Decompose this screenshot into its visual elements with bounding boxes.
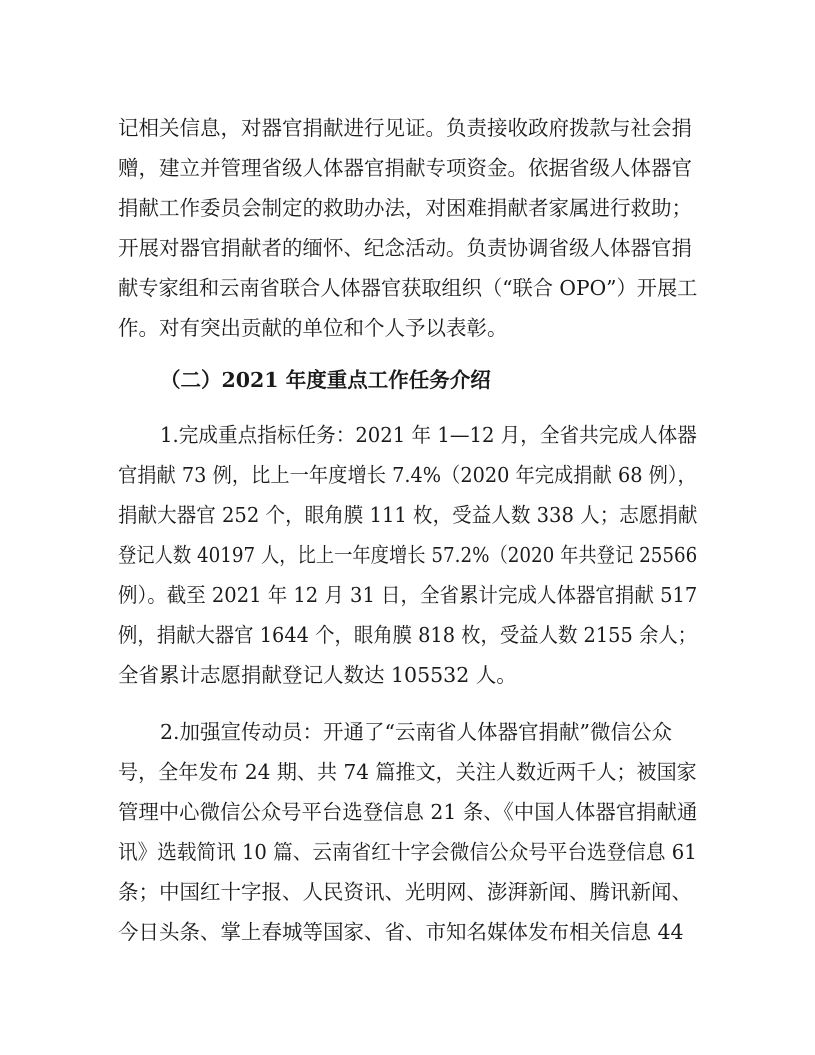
text-line: 全省累计志愿捐献登记人数达 105532 人。 <box>118 663 517 687</box>
text-line: 1.完成重点指标任务：2021 年 1—12 月，全省共完成人体器 <box>160 423 697 447</box>
text-line: 讯》选载简讯 10 篇、云南省红十字会微信公众号平台选登信息 61 <box>118 840 697 864</box>
text-line: 赠，建立并管理省级人体器官捐献专项资金。依据省级人体器官 <box>118 156 692 180</box>
text-line: 捐献工作委员会制定的救助办法，对困难捐献者家属进行救助； <box>118 196 692 220</box>
text-line: 2.加强宣传动员：开通了“云南省人体器官捐献”微信公众 <box>160 720 673 744</box>
text-line: 献专家组和云南省联合人体器官获取组织（“联合 OPO”）开展工 <box>118 276 698 300</box>
heading-line: （二）2021 年度重点工作任务介绍 <box>160 368 491 392</box>
text-line: 例）。截至 2021 年 12 月 31 日，全省累计完成人体器官捐献 517 <box>118 583 698 607</box>
text-line: 条；中国红十字报、人民资讯、光明网、澎湃新闻、腾讯新闻、 <box>118 880 692 904</box>
text-line: 作。对有突出贡献的单位和个人予以表彰。 <box>118 316 508 340</box>
text-line: 开展对器官捐献者的缅怀、纪念活动。负责协调省级人体器官捐 <box>118 236 692 260</box>
text-line: 记相关信息，对器官捐献进行见证。负责接收政府拨款与社会捐 <box>118 116 692 140</box>
text-line: 捐献大器官 252 个，眼角膜 111 枚，受益人数 338 人；志愿捐献 <box>118 503 698 527</box>
text-line: 号，全年发布 24 期、共 74 篇推文，关注人数近两千人；被国家 <box>118 760 697 784</box>
text-line: 今日头条、掌上春城等国家、省、市知名媒体发布相关信息 44 <box>118 920 684 944</box>
text-line: 例，捐献大器官 1644 个，眼角膜 818 枚，受益人数 2155 余人； <box>118 623 698 647</box>
text-line: 官捐献 73 例，比上一年度增长 7.4%（2020 年完成捐献 68 例）， <box>118 463 697 487</box>
text-line: 管理中心微信公众号平台选登信息 21 条、《中国人体器官捐献通 <box>118 800 698 824</box>
text-line: 登记人数 40197 人，比上一年度增长 57.2%（2020 年共登记 25566 <box>118 543 698 567</box>
